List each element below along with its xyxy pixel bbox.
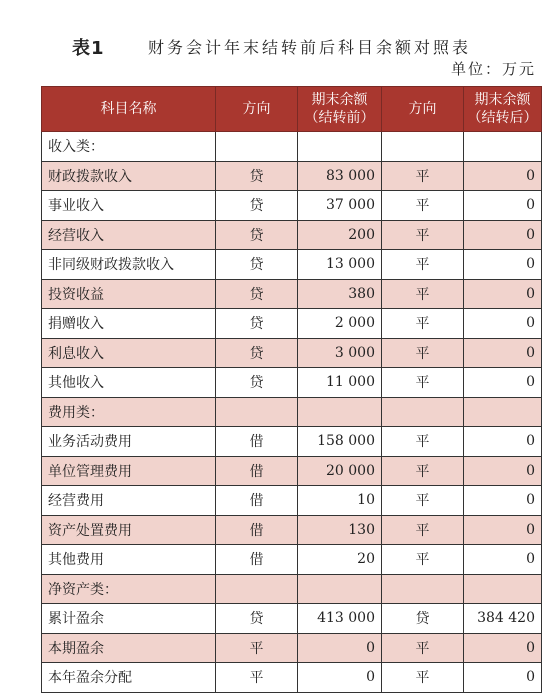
table-row bbox=[42, 220, 542, 250]
direction-before-cell: 借 bbox=[216, 486, 298, 516]
col-header-direction-before: 方向 bbox=[216, 87, 298, 132]
direction-before-cell: 借 bbox=[216, 456, 298, 486]
balance-after-cell: 0 bbox=[464, 456, 542, 486]
balance-after-cell: 384 420 bbox=[464, 604, 542, 634]
direction-after-cell: 平 bbox=[382, 633, 464, 663]
table-row bbox=[42, 132, 542, 162]
direction-after-cell: 平 bbox=[382, 250, 464, 280]
table-row bbox=[42, 161, 542, 191]
direction-before-cell: 贷 bbox=[216, 338, 298, 368]
table-row bbox=[42, 338, 542, 368]
direction-before-cell: 贷 bbox=[216, 604, 298, 634]
balance-after-cell: 0 bbox=[464, 250, 542, 280]
table-row bbox=[42, 279, 542, 309]
direction-after-cell: 平 bbox=[382, 279, 464, 309]
direction-after-cell bbox=[382, 132, 464, 162]
direction-after-cell bbox=[382, 397, 464, 427]
account-name-cell: 其他费用 bbox=[42, 545, 216, 575]
balance-before-cell: 3 000 bbox=[298, 338, 382, 368]
table-row bbox=[42, 397, 542, 427]
table-title: 财务会计年末结转前后科目余额对照表 bbox=[148, 38, 472, 57]
direction-after-cell: 平 bbox=[382, 663, 464, 693]
balance-before-cell: 20 bbox=[298, 545, 382, 575]
balance-before-cell: 2 000 bbox=[298, 309, 382, 339]
balance-before-cell: 413 000 bbox=[298, 604, 382, 634]
account-name-cell: 单位管理费用 bbox=[42, 456, 216, 486]
balance-before-cell: 130 bbox=[298, 515, 382, 545]
direction-before-cell: 借 bbox=[216, 515, 298, 545]
col-header-balance-before: 期末余额 （结转前） bbox=[298, 87, 382, 132]
balance-after-cell: 0 bbox=[464, 191, 542, 221]
direction-before-cell: 贷 bbox=[216, 309, 298, 339]
direction-before-cell: 贷 bbox=[216, 191, 298, 221]
direction-after-cell: 平 bbox=[382, 427, 464, 457]
col-header-direction-after: 方向 bbox=[382, 87, 464, 132]
direction-before-cell: 贷 bbox=[216, 368, 298, 398]
balance-after-cell: 0 bbox=[464, 161, 542, 191]
table-row bbox=[42, 309, 542, 339]
balance-after-cell: 0 bbox=[464, 220, 542, 250]
balance-before-cell: 10 bbox=[298, 486, 382, 516]
account-name-cell: 累计盈余 bbox=[42, 604, 216, 634]
unit-label: 单位：万元 bbox=[450, 60, 536, 78]
direction-after-cell: 平 bbox=[382, 486, 464, 516]
account-name-cell: 捐赠收入 bbox=[42, 309, 216, 339]
account-name-cell: 本期盈余 bbox=[42, 633, 216, 663]
table-row bbox=[42, 574, 542, 604]
direction-before-cell: 贷 bbox=[216, 220, 298, 250]
balance-after-cell: 0 bbox=[464, 633, 542, 663]
table-row bbox=[42, 191, 542, 221]
direction-after-cell: 平 bbox=[382, 220, 464, 250]
direction-before-cell: 贷 bbox=[216, 250, 298, 280]
balance-before-cell: 37 000 bbox=[298, 191, 382, 221]
balance-after-cell: 0 bbox=[464, 368, 542, 398]
direction-after-cell: 平 bbox=[382, 456, 464, 486]
table-row bbox=[42, 633, 542, 663]
balance-after-cell: 0 bbox=[464, 515, 542, 545]
account-name-cell: 非同级财政拨款收入 bbox=[42, 250, 216, 280]
direction-after-cell: 平 bbox=[382, 545, 464, 575]
direction-before-cell: 平 bbox=[216, 633, 298, 663]
direction-before-cell bbox=[216, 574, 298, 604]
table-number: 表1 bbox=[72, 38, 105, 59]
balance-before-cell: 0 bbox=[298, 663, 382, 693]
account-name-cell: 经营费用 bbox=[42, 486, 216, 516]
direction-before-cell bbox=[216, 132, 298, 162]
balance-before-cell: 200 bbox=[298, 220, 382, 250]
balance-after-cell bbox=[464, 574, 542, 604]
direction-after-cell: 贷 bbox=[382, 604, 464, 634]
direction-after-cell: 平 bbox=[382, 515, 464, 545]
table-row bbox=[42, 515, 542, 545]
balance-before-cell: 0 bbox=[298, 633, 382, 663]
account-name-cell: 事业收入 bbox=[42, 191, 216, 221]
direction-after-cell: 平 bbox=[382, 161, 464, 191]
col-header-account: 科目名称 bbox=[42, 87, 216, 132]
balance-before-cell: 83 000 bbox=[298, 161, 382, 191]
balance-before-cell: 11 000 bbox=[298, 368, 382, 398]
balance-before-cell bbox=[298, 574, 382, 604]
balance-after-cell: 0 bbox=[464, 309, 542, 339]
account-name-cell: 收入类： bbox=[42, 132, 216, 162]
balance-after-cell bbox=[464, 397, 542, 427]
balance-after-cell bbox=[464, 132, 542, 162]
direction-before-cell: 平 bbox=[216, 663, 298, 693]
direction-after-cell: 平 bbox=[382, 191, 464, 221]
direction-before-cell: 借 bbox=[216, 427, 298, 457]
direction-before-cell bbox=[216, 397, 298, 427]
direction-after-cell bbox=[382, 574, 464, 604]
account-name-cell: 净资产类： bbox=[42, 574, 216, 604]
table-body bbox=[42, 132, 542, 693]
balance-before-cell: 20 000 bbox=[298, 456, 382, 486]
table-row bbox=[42, 456, 542, 486]
direction-after-cell: 平 bbox=[382, 338, 464, 368]
balance-after-cell: 0 bbox=[464, 486, 542, 516]
balance-before-cell: 380 bbox=[298, 279, 382, 309]
balance-before-cell: 13 000 bbox=[298, 250, 382, 280]
account-name-cell: 费用类： bbox=[42, 397, 216, 427]
balance-before-cell bbox=[298, 132, 382, 162]
account-name-cell: 财政拨款收入 bbox=[42, 161, 216, 191]
table-row bbox=[42, 427, 542, 457]
account-name-cell: 业务活动费用 bbox=[42, 427, 216, 457]
table-row bbox=[42, 545, 542, 575]
account-name-cell: 资产处置费用 bbox=[42, 515, 216, 545]
balance-table bbox=[41, 86, 542, 693]
balance-before-cell: 158 000 bbox=[298, 427, 382, 457]
account-name-cell: 利息收入 bbox=[42, 338, 216, 368]
table-row bbox=[42, 368, 542, 398]
account-name-cell: 其他收入 bbox=[42, 368, 216, 398]
direction-before-cell: 借 bbox=[216, 545, 298, 575]
direction-after-cell: 平 bbox=[382, 368, 464, 398]
balance-after-cell: 0 bbox=[464, 427, 542, 457]
header-row bbox=[42, 87, 542, 132]
col-header-balance-after: 期末余额 （结转后） bbox=[464, 87, 542, 132]
balance-after-cell: 0 bbox=[464, 338, 542, 368]
balance-before-cell bbox=[298, 397, 382, 427]
table-row bbox=[42, 250, 542, 280]
table-row bbox=[42, 486, 542, 516]
direction-after-cell: 平 bbox=[382, 309, 464, 339]
account-name-cell: 本年盈余分配 bbox=[42, 663, 216, 693]
direction-before-cell: 贷 bbox=[216, 279, 298, 309]
table-caption bbox=[0, 30, 558, 58]
balance-after-cell: 0 bbox=[464, 279, 542, 309]
table-row bbox=[42, 663, 542, 693]
account-name-cell: 经营收入 bbox=[42, 220, 216, 250]
balance-after-cell: 0 bbox=[464, 663, 542, 693]
direction-before-cell: 贷 bbox=[216, 161, 298, 191]
account-name-cell: 投资收益 bbox=[42, 279, 216, 309]
table-row bbox=[42, 604, 542, 634]
balance-after-cell: 0 bbox=[464, 545, 542, 575]
